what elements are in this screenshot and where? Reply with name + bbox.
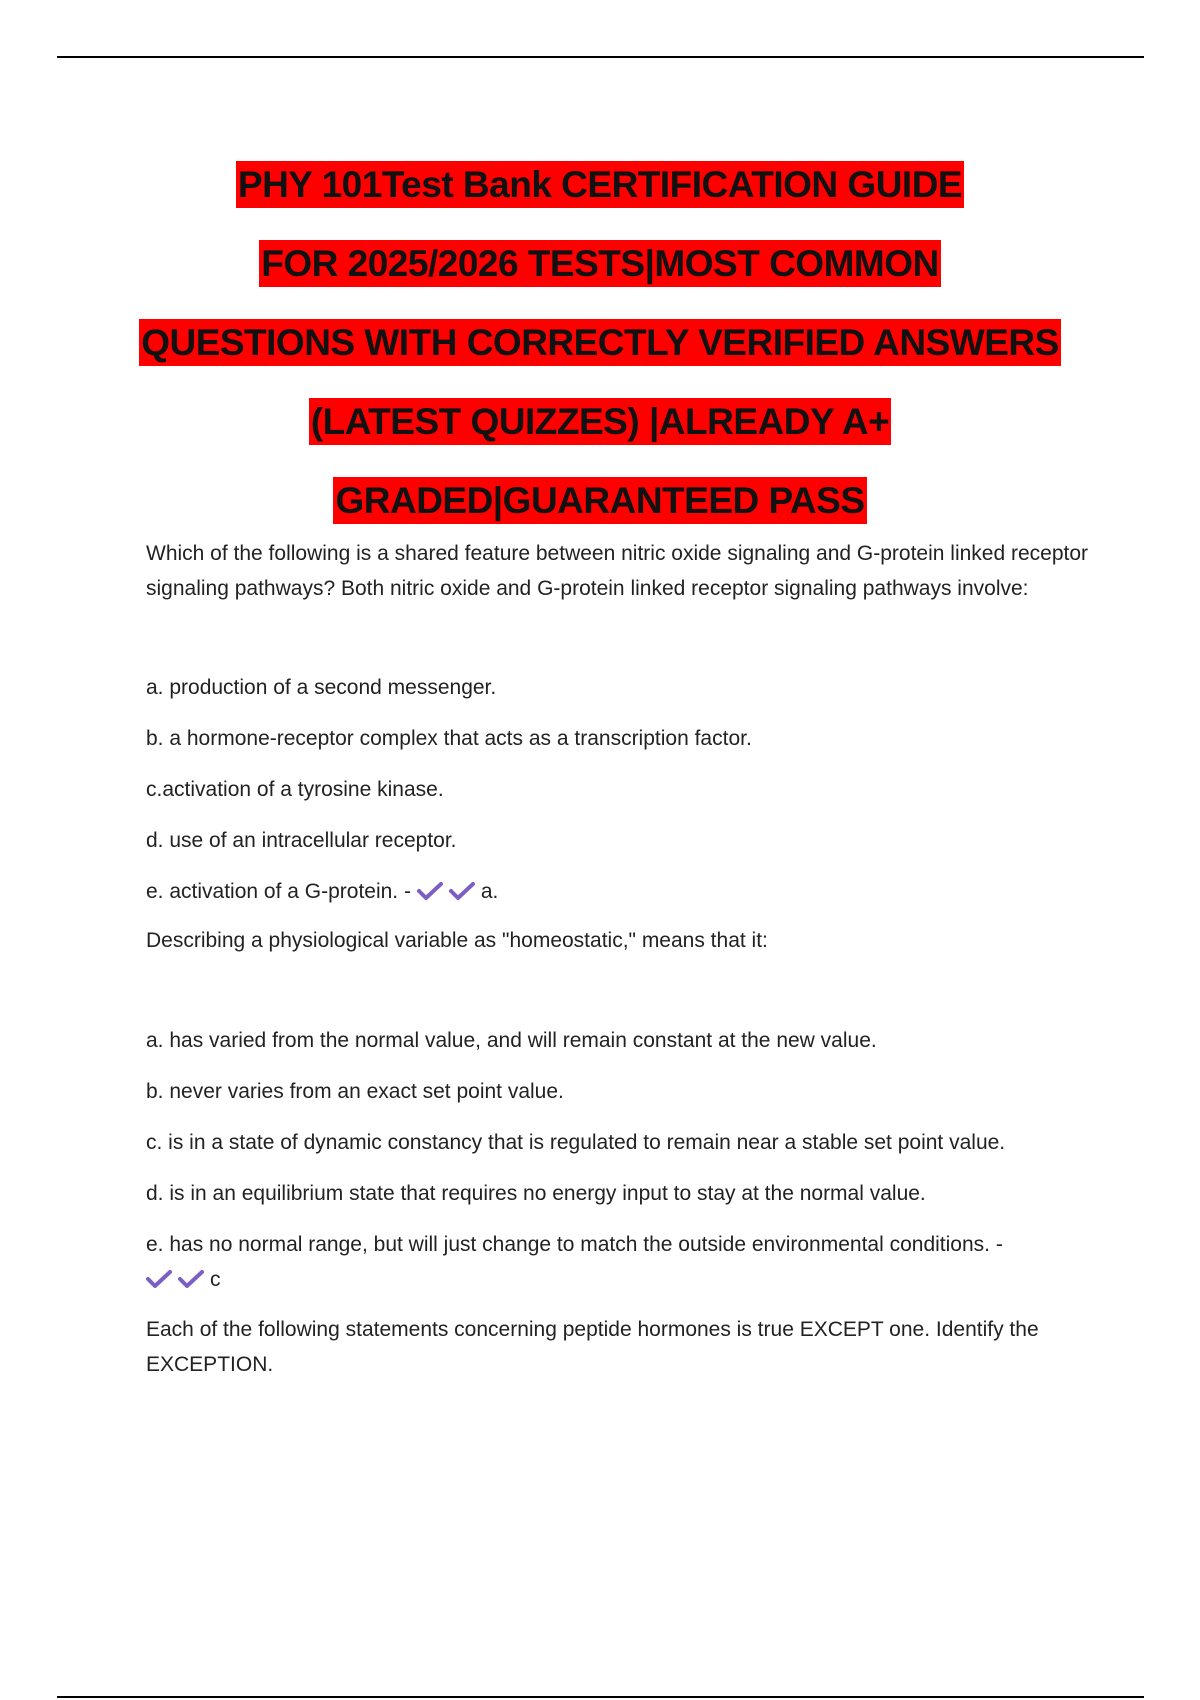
title-line: PHY 101Test Bank CERTIFICATION GUIDE (0, 145, 1200, 224)
document-title (0, 145, 1200, 540)
answer-option: d. is in an equilibrium state that requires no energy input to stay at the normal value. (146, 1182, 926, 1205)
checkmark-icon (146, 1269, 172, 1289)
checkmark-icon (178, 1269, 204, 1289)
title-line: GRADED|GUARANTEED PASS (0, 461, 1200, 540)
answer-option: b. a hormone-receptor complex that acts as a transcription factor. (146, 727, 752, 750)
answer-option: b. never varies from an exact set point value. (146, 1080, 564, 1103)
title-line: (LATEST QUIZZES) |ALREADY A+ (0, 382, 1200, 461)
question-stem: Which of the following is a shared feature between nitric oxide signaling and G-protein linked receptor signaling pathways? Both nitric oxide and G-protein linked receptor signaling pathways involve: (146, 542, 1089, 600)
question-stem: Describing a physiological variable as "homeostatic," means that it: (146, 929, 768, 952)
answer-option-with-key (146, 874, 1096, 923)
answer-option: a. has varied from the normal value, and will remain constant at the new value. (146, 1029, 877, 1052)
answer-option: c. is in a state of dynamic constancy that is regulated to remain near a stable set point value. (146, 1131, 1006, 1154)
title-line: FOR 2025/2026 TESTS|MOST COMMON (0, 224, 1200, 303)
top-rule (57, 56, 1144, 58)
answer-option: c.activation of a tyrosine kinase. (146, 778, 444, 801)
answer-option: d. use of an intracellular receptor. (146, 829, 457, 852)
answer-key (146, 1262, 1096, 1312)
bottom-rule (57, 1696, 1144, 1698)
answer-option: a. production of a second messenger. (146, 676, 497, 699)
question-stem: Each of the following statements concerning peptide hormones is true EXCEPT one. Identify the EXCEPTION. (146, 1318, 1039, 1376)
checkmark-icon (417, 881, 443, 901)
correct-answer: c (210, 1268, 221, 1291)
title-line: QUESTIONS WITH CORRECTLY VERIFIED ANSWERS (0, 303, 1200, 382)
correct-answer: a. (480, 880, 499, 903)
answer-option: e. has no normal range, but will just change to match the outside environmental conditions. - (146, 1233, 1003, 1256)
questions-body (146, 536, 1096, 1382)
answer-option: e. activation of a G-protein. - (146, 880, 411, 903)
checkmark-icon (449, 881, 475, 901)
